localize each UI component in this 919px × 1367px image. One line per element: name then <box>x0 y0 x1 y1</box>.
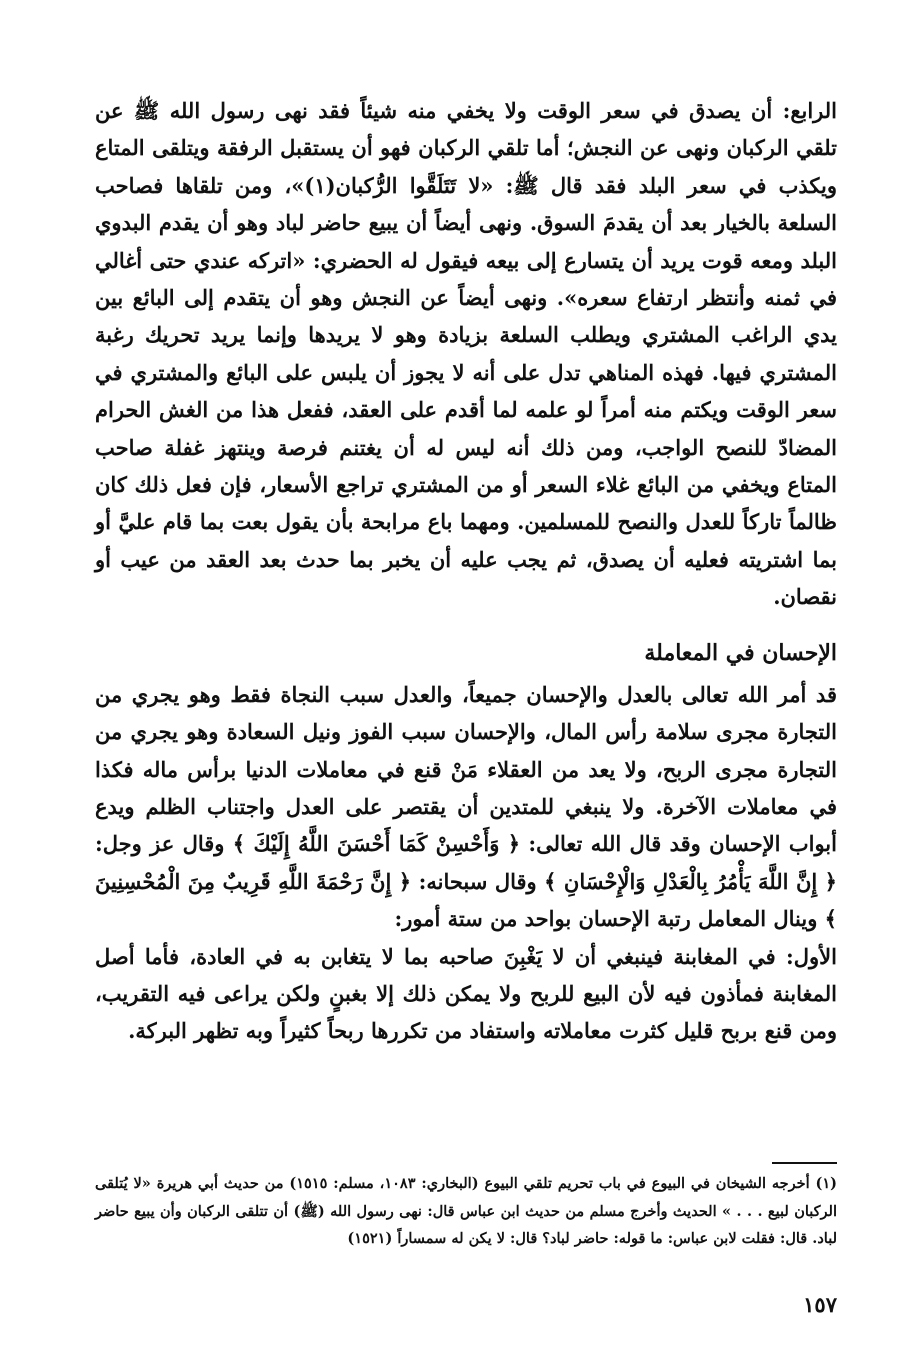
footnote-separator <box>772 1162 837 1164</box>
page-number: ١٥٧ <box>803 1292 837 1317</box>
footnote: (١) أخرجه الشيخان في البيوع في باب تحريم تلقي البيوع (البخاري: ١٠٨٣، مسلم: ١٥١٥) من حديث أبي هريرة «لا يُتلقى الركبان لبيع . . . » الحديث وأخرج مسلم من حديث ابن عباس قال: نهى رسول الله (ﷺ) أن تتلقى الركبان وأن يبيع حاضر لباد. قال: فقلت لابن عباس: ما قوله: حاضر لباد؟ قال: لا يكن له سمساراً (١٥٢١) <box>95 1175 838 1247</box>
section-heading: الإحسان في المعاملة <box>644 639 837 666</box>
paragraph-first-matter: الأول: في المغابنة فينبغي أن لا يَغْبِنَ صاحبه بما لا يتغابن به في العادة، فأما أصل المغابنة فمأذون فيه لأن البيع للربح ولا يمكن ذلك إلا بغبنٍ ولكن يراعى فيه التقريب، ومن قنع بربح قليل كثرت معاملاته واستفاد من تكررها ربحاً كثيراً وبه تظهر البركة. <box>95 943 837 1044</box>
main-text <box>95 92 837 1050</box>
paragraph-ihsan-intro: قد أمر الله تعالى بالعدل والإحسان جميعاً، والعدل سبب النجاة فقط وهو يجري من التجارة مجرى سلامة رأس المال، والإحسان سبب الفوز ونيل السعادة وهو يجري من التجارة مجرى الربح، ولا يعد من العقلاء مَنْ قنع في معاملات الدنيا برأس ماله فكذا في معاملات الآخرة. ولا ينبغي للمتدين أن يقتصر على العدل واجتناب الظلم ويدع أبواب الإحسان وقد قال الله تعالى: ﴿ وَأَحْسِنْ كَمَا أَحْسَنَ اللَّهُ إِلَيْكَ ﴾ وقال عز وجل: ﴿ إِنَّ اللَّهَ يَأْمُرُ بِالْعَدْلِ وَالْإِحْسَانِ ﴾ وقال سبحانه: ﴿ إِنَّ رَحْمَةَ اللَّهِ قَرِيبٌ مِنَ الْمُحْسِنِينَ ﴾ وينال المعامل رتبة الإحسان بواحد من ستة أمور: <box>95 681 837 932</box>
paragraph-fourth-condition: الرابع: أن يصدق في سعر الوقت ولا يخفي منه شيئاً فقد نهى رسول الله ﷺ عن تلقي الركبان ونهى عن النجش؛ أما تلقي الركبان فهو أن يستقبل الرفقة ويتلقى المتاع ويكذب في سعر البلد فقد قال ﷺ: «لا تَتَلَقَّوا الرُّكبان(١)»، ومن تلقاها فصاحب السلعة بالخيار بعد أن يقدمَ السوق. ونهى أيضاً أن يبيع حاضر لباد وهو أن يقدم البدوي البلد ومعه قوت يريد أن يتسارع إلى بيعه فيقول له الحضري: «اتركه عندي حتى أغالي في ثمنه وأنتظر ارتفاع سعره». ونهى أيضاً عن النجش وهو أن يتقدم إلى البائع بين يدي الراغب المشتري ويطلب السلعة بزيادة وهو لا يريدها وإنما يريد تحريك رغبة المشتري فيها. فهذه المناهي تدل على أنه لا يجوز أن يلبس على البائع والمشتري في سعر الوقت ويكتم منه أمراً لو علمه لما أقدم على العقد، ففعل هذا من الغش الحرام المضادّ للنصح الواجب، ومن ذلك أنه ليس له أن يغتنم فرصة وينتهز غفلة صاحب المتاع ويخفي من البائع غلاء السعر أو من المشتري تراجع الأسعار، فإن فعل ذلك كان ظالماً تاركاً للعدل والنصح للمسلمين. ومهما باع مرابحة بأن يقول بعت بما قام عليَّ أو بما اشتريته فعليه أن يصدق، ثم يجب عليه أن يخبر بما حدث بعد العقد من عيب أو نقصان. <box>95 98 837 610</box>
